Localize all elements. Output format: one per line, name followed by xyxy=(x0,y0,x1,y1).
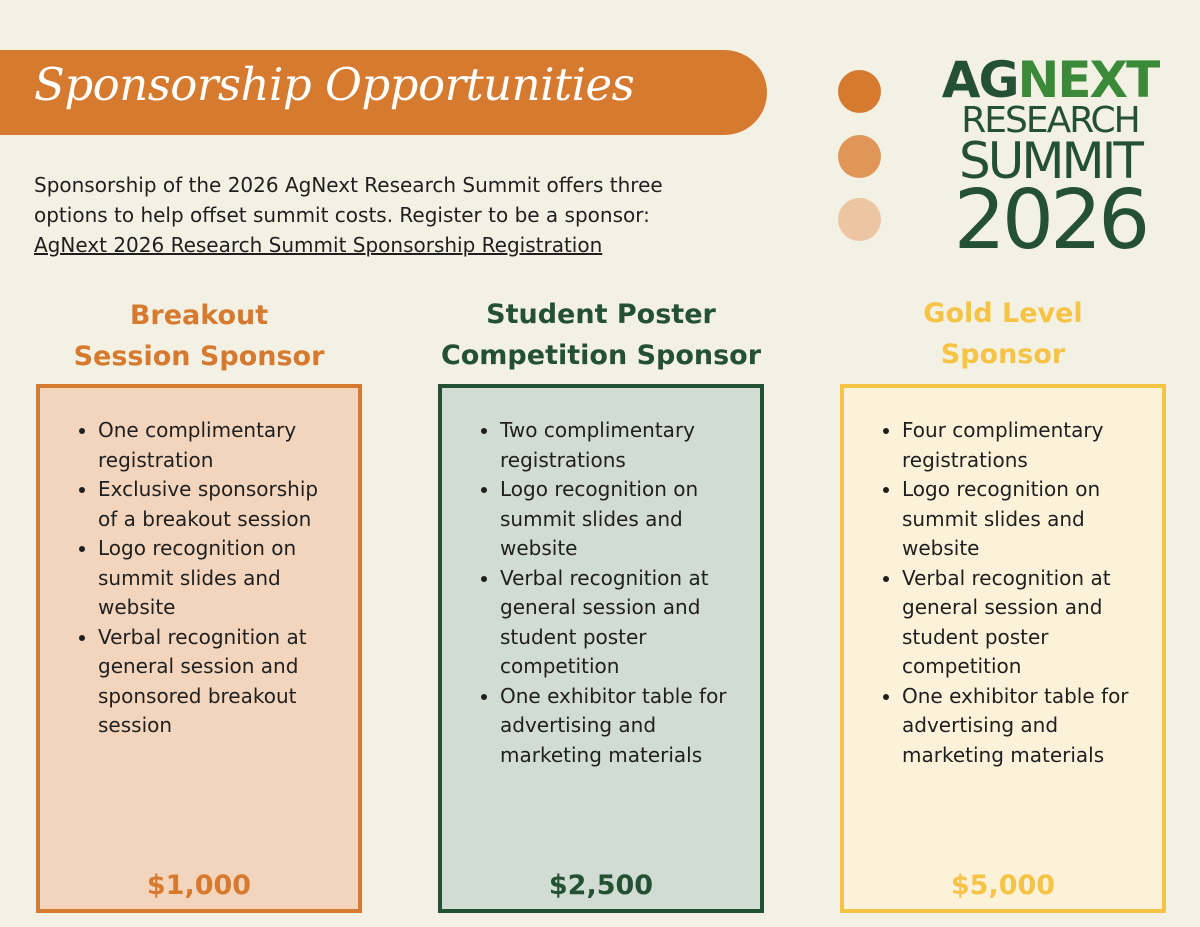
tier-heading-line-2: Competition Sponsor xyxy=(440,340,762,371)
tier-heading-breakout xyxy=(36,295,362,377)
benefit-item: • Verbal recognition at general session and student poster competition xyxy=(500,564,740,682)
logo-research: RESEARCH xyxy=(961,100,1139,141)
benefit-list xyxy=(500,416,740,770)
tier-price: $5,000 xyxy=(950,870,1056,901)
intro-line-2: options to help offset summit costs. Register to be a sponsor: xyxy=(34,203,650,227)
benefit-item: • Four complimentary registrations xyxy=(902,416,1142,475)
tier-heading-line-1: Student Poster xyxy=(486,299,716,330)
benefit-list xyxy=(902,416,1142,770)
benefit-item: • One exhibitor table for advertising and marketing materials xyxy=(500,682,740,771)
benefit-item: • Exclusive sponsorship of a breakout session xyxy=(98,475,338,534)
benefit-item: • Two complimentary registrations xyxy=(500,416,740,475)
benefit-item: • Logo recognition on summit slides and website xyxy=(98,534,338,623)
agnext-summit-logo xyxy=(935,51,1165,268)
tier-heading-line-2: Session Sponsor xyxy=(73,341,325,372)
decorative-dot-3 xyxy=(838,198,881,241)
tier-heading-line-1: Gold Level xyxy=(923,298,1083,329)
tier-card-student-poster xyxy=(438,384,764,913)
tier-heading-line-1: Breakout xyxy=(129,300,269,331)
tier-card-breakout xyxy=(36,384,362,913)
logo-ag: AG xyxy=(941,51,1018,109)
logo-next: NEXT xyxy=(1017,51,1159,109)
tier-heading-gold xyxy=(840,293,1166,375)
logo-summit: SUMMIT xyxy=(959,132,1141,190)
benefit-list xyxy=(98,416,338,741)
decorative-dot-2 xyxy=(838,135,881,178)
benefit-item: • Verbal recognition at general session and sponsored breakout session xyxy=(98,623,338,741)
logo-year: 2026 xyxy=(953,173,1147,268)
decorative-dot-1 xyxy=(838,70,881,113)
tier-heading-student-poster xyxy=(438,294,764,376)
title-banner xyxy=(0,50,767,135)
benefit-item: • Logo recognition on summit slides and website xyxy=(500,475,740,564)
intro-text xyxy=(34,170,764,260)
benefit-item: • Verbal recognition at general session and student poster competition xyxy=(902,564,1142,682)
benefit-item: • One complimentary registration xyxy=(98,416,338,475)
tier-heading-line-2: Sponsor xyxy=(940,339,1066,370)
tier-card-gold xyxy=(840,384,1166,913)
benefit-item: • Logo recognition on summit slides and website xyxy=(902,475,1142,564)
logo-agnext xyxy=(935,51,1165,109)
intro-line-1: Sponsorship of the 2026 AgNext Research Summit offers three xyxy=(34,173,663,197)
sponsorship-registration-link[interactable]: AgNext 2026 Research Summit Sponsorship Registration xyxy=(34,233,603,257)
benefit-item: • One exhibitor table for advertising and marketing materials xyxy=(902,682,1142,771)
tier-price: $2,500 xyxy=(548,870,654,901)
tier-price: $1,000 xyxy=(146,870,252,901)
page-title: Sponsorship Opportunities xyxy=(34,58,635,111)
